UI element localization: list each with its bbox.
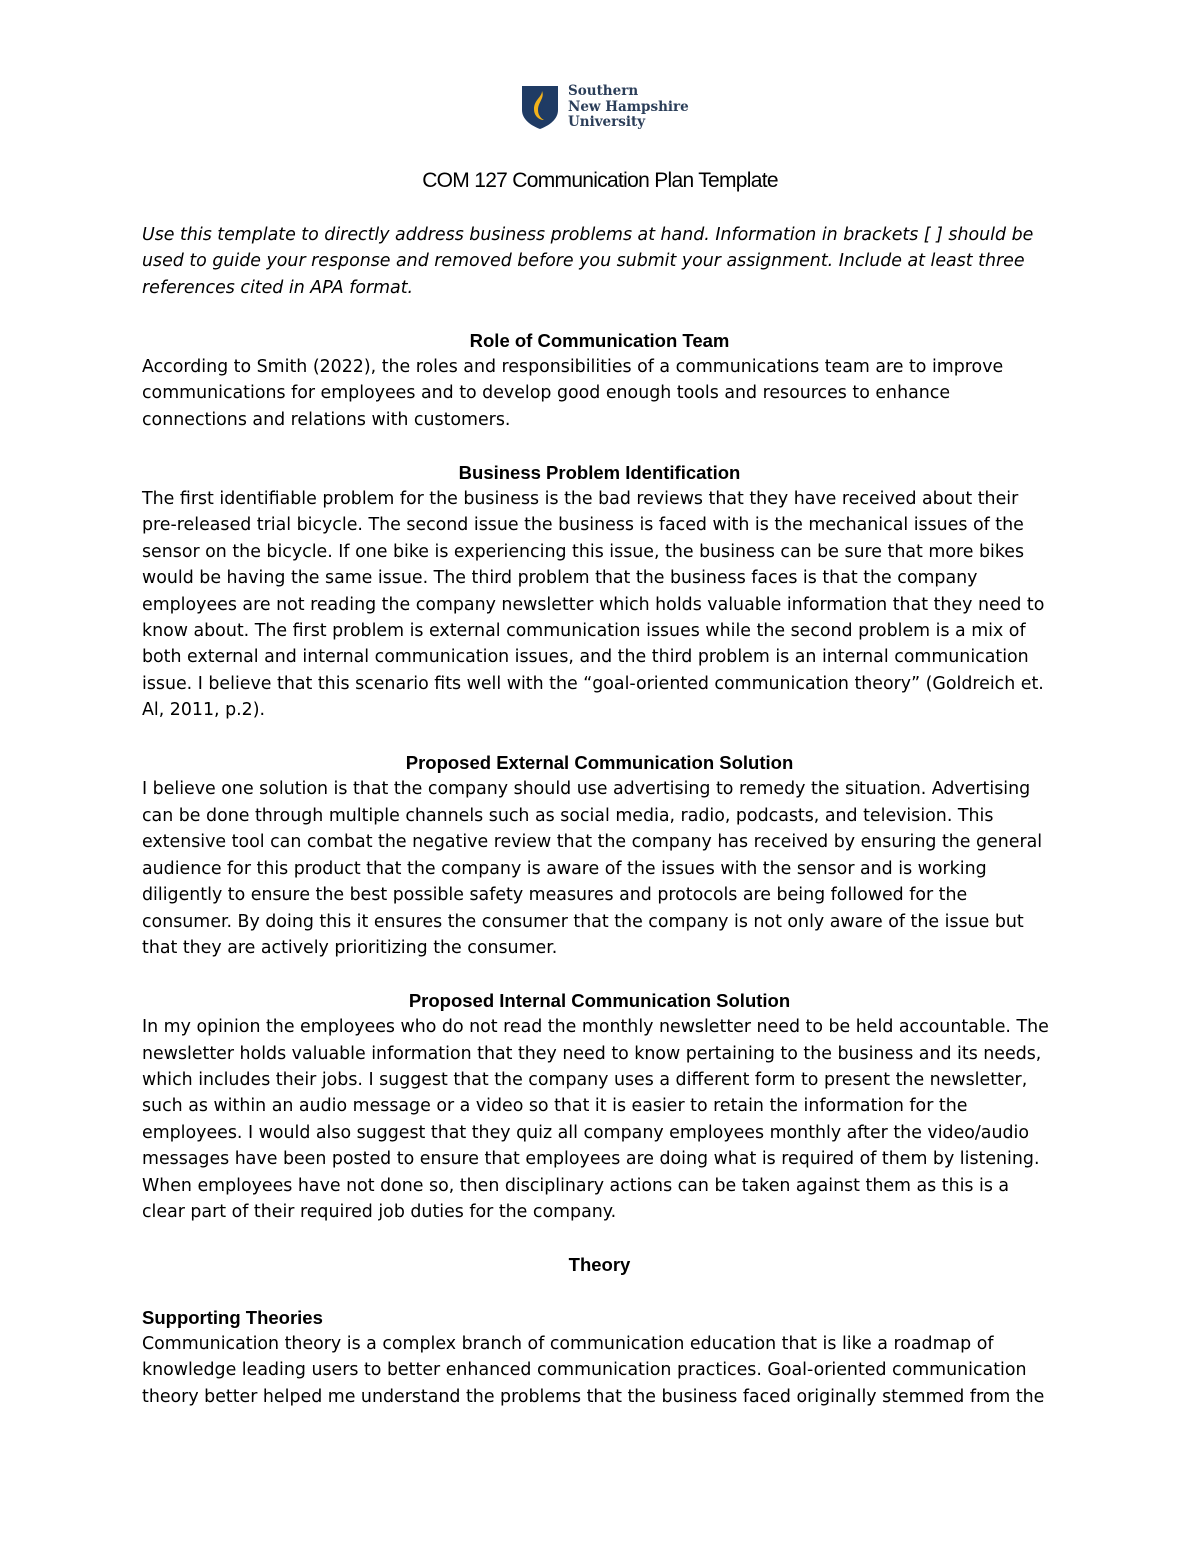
role-paragraph: According to Smith (2022), the roles and responsibilities of a communications team are to improve communications for employees and to develop good enough tools and resources to enhance connections and relations with customers.: [142, 357, 1004, 430]
supporting-theories-heading: Supporting Theories: [142, 1306, 323, 1328]
university-name: Southern New Hampshire University: [568, 83, 689, 130]
document-title: COM 127 Communication Plan Template: [422, 169, 778, 192]
instructions-text: Use this template to directly address business problems at hand. Information in brackets [ ] should be used to guide your response and removed before you submit your assignment. Include at least three references cited in APA format.: [142, 225, 1034, 298]
university-logo: [520, 84, 690, 134]
problem-paragraph: The first identifiable problem for the business is the bad reviews that they have received about their pre-released trial bicycle. The second issue the business is faced with is the mechanical issues of the sensor on the bicycle. If one bike is experiencing this issue, the business can be sure that more bikes would be having the same issue. The third problem that the business faces is that the company employees are not reading the company newsletter which holds valuable information that they need to know about. The first problem is external communication issues while the second problem is a mix of both external and internal communication issues, and the third problem is an internal communication issue. I believe that this scenario fits well with the “goal-oriented communication theory” (Goldreich et. Al, 2011, p.2).: [142, 489, 1045, 721]
role-heading: Role of Communication Team: [469, 329, 730, 351]
document-body: [142, 222, 1057, 1410]
flame-shield-icon: [520, 84, 560, 130]
theory-heading: Theory: [568, 1253, 631, 1275]
external-solution-heading: Proposed External Communication Solution: [405, 752, 794, 774]
internal-solution-heading: Proposed Internal Communication Solution: [408, 989, 791, 1011]
problem-heading: Business Problem Identification: [458, 461, 741, 483]
internal-solution-paragraph: In my opinion the employees who do not read the monthly newsletter need to be held accountable. The newsletter holds valuable information that they need to know pertaining to the business and its needs, which includes their jobs. I suggest that the company uses a different form to present the newsletter, such as within an audio message or a video so that it is easier to retain the information for the employees. I would also suggest that they quiz all company employees monthly after the video/audio messages have been posted to ensure that employees are doing what is required of them by listening. When employees have not done so, then disciplinary actions can be taken against them as this is a clear part of their required job duties for the company.: [142, 1017, 1049, 1222]
supporting-theories-paragraph: Communication theory is a complex branch of communication education that is like a roadmap of knowledge leading users to better enhanced communication practices. Goal-oriented communication theory better helped me understand the problems that the business faced originally stemmed from the: [142, 1333, 1045, 1407]
external-solution-paragraph: I believe one solution is that the company should use advertising to remedy the situation. Advertising can be done through multiple channels such as social media, radio, podcasts, and television. This extensive tool can combat the negative review that the company has received by ensuring the general audience for this product that the company is aware of the issues with the sensor and is working diligently to ensure the best possible safety measures and protocols are being followed for the consumer. By doing this it ensures the consumer that the company is not only aware of the issue but that they are actively prioritizing the consumer.: [142, 779, 1043, 958]
